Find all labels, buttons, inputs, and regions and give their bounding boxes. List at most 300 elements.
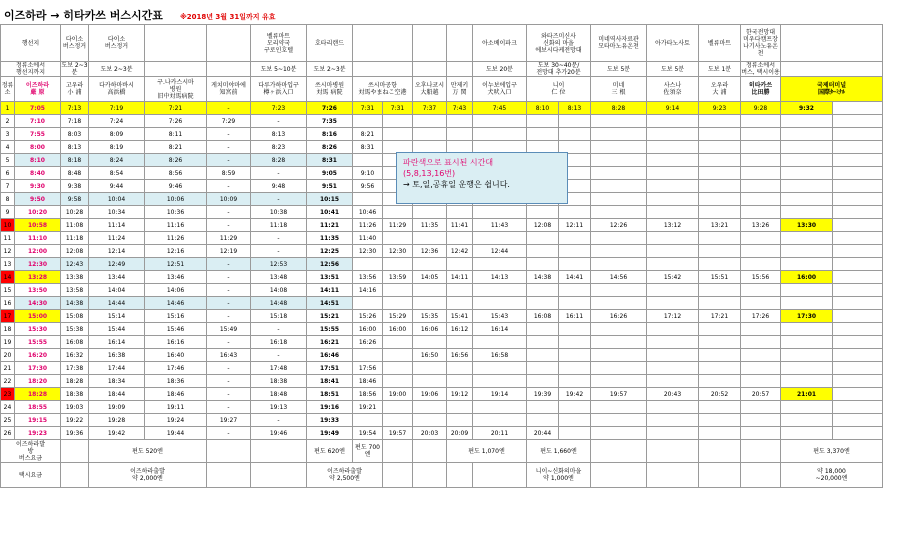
empty-cell bbox=[207, 440, 251, 463]
time-cell: 18:20 bbox=[15, 375, 61, 388]
time-cell bbox=[781, 427, 833, 440]
time-cell: 10:58 bbox=[15, 219, 61, 232]
time-cell: 9:10 bbox=[353, 167, 383, 180]
empty-cell bbox=[741, 440, 781, 463]
time-cell: 17:46 bbox=[145, 362, 207, 375]
time-cell: 10:41 bbox=[307, 206, 353, 219]
time-cell bbox=[527, 206, 559, 219]
time-cell: 13:56 bbox=[353, 271, 383, 284]
time-cell: 7:05 bbox=[15, 102, 61, 115]
time-cell bbox=[559, 115, 591, 128]
time-cell: 11:40 bbox=[353, 232, 383, 245]
row-number: 5 bbox=[1, 154, 15, 167]
table-row bbox=[1, 271, 883, 284]
walk-time-15: 정류소에서 버스, 택시이용 bbox=[741, 62, 780, 76]
time-cell: 7:43 bbox=[447, 102, 473, 115]
time-cell: 11:18 bbox=[251, 219, 307, 232]
time-cell: 17:44 bbox=[89, 362, 145, 375]
time-cell: 7:26 bbox=[145, 115, 207, 128]
table-row bbox=[1, 128, 883, 141]
time-cell: 7:35 bbox=[307, 115, 353, 128]
time-cell bbox=[647, 232, 699, 245]
time-cell bbox=[699, 258, 741, 271]
stop-name-2: 다카하마바시 高浜橋 bbox=[89, 77, 145, 102]
time-cell: 19:28 bbox=[89, 414, 145, 427]
time-cell bbox=[591, 180, 647, 193]
time-cell: 10:09 bbox=[207, 193, 251, 206]
time-cell: 8:00 bbox=[15, 141, 61, 154]
time-cell bbox=[591, 414, 647, 427]
time-cell: 19:44 bbox=[145, 427, 207, 440]
time-cell bbox=[741, 180, 781, 193]
walk-time-3 bbox=[145, 62, 207, 77]
time-cell bbox=[353, 414, 383, 427]
time-cell: 19:54 bbox=[353, 427, 383, 440]
time-cell: 7:29 bbox=[207, 115, 251, 128]
time-cell: 20:03 bbox=[413, 427, 447, 440]
empty-cell bbox=[251, 440, 307, 463]
taxi-value: 이즈하라출발 약 2,000엔 bbox=[89, 463, 207, 488]
spare-cell bbox=[833, 271, 883, 284]
time-cell: 13:38 bbox=[61, 271, 89, 284]
time-cell bbox=[741, 323, 781, 336]
time-cell: 12:30 bbox=[383, 245, 413, 258]
time-cell: 14:05 bbox=[413, 271, 447, 284]
fare-value: 편도 3,370엔 bbox=[781, 440, 883, 463]
time-cell bbox=[647, 349, 699, 362]
spare-cell bbox=[833, 323, 883, 336]
time-cell: 18:44 bbox=[89, 388, 145, 401]
time-cell bbox=[741, 232, 781, 245]
walk-time-9 bbox=[447, 62, 473, 77]
table-row bbox=[1, 336, 883, 349]
spare-cell bbox=[833, 388, 883, 401]
time-cell bbox=[413, 375, 447, 388]
time-cell bbox=[699, 427, 741, 440]
time-cell: 8:10 bbox=[527, 102, 559, 115]
time-cell: 18:55 bbox=[15, 401, 61, 414]
time-cell: 11:35 bbox=[413, 219, 447, 232]
time-cell: 15:51 bbox=[699, 271, 741, 284]
time-cell: - bbox=[207, 375, 251, 388]
time-cell: 9:48 bbox=[251, 180, 307, 193]
row-number: 17 bbox=[1, 310, 15, 323]
time-cell bbox=[383, 401, 413, 414]
time-cell bbox=[741, 349, 781, 362]
time-cell: 19:49 bbox=[307, 427, 353, 440]
station-label: 행선지 bbox=[1, 25, 61, 62]
time-cell: 16:40 bbox=[145, 349, 207, 362]
table-row bbox=[1, 284, 883, 297]
destination-13: 아가타노사토 bbox=[647, 25, 699, 62]
time-cell bbox=[527, 258, 559, 271]
destination-12: 미네역사자료관 모타마노유온천 bbox=[591, 25, 647, 62]
time-cell bbox=[741, 206, 781, 219]
stop-name-11: 니이 仁 位 bbox=[527, 77, 591, 102]
time-cell: 11:18 bbox=[61, 232, 89, 245]
time-cell: 14:41 bbox=[559, 271, 591, 284]
time-cell: 15:35 bbox=[413, 310, 447, 323]
time-cell: 19:03 bbox=[61, 401, 89, 414]
time-cell: 19:46 bbox=[251, 427, 307, 440]
time-cell: - bbox=[207, 219, 251, 232]
time-cell: - bbox=[207, 141, 251, 154]
time-cell: 14:08 bbox=[251, 284, 307, 297]
time-cell: 13:58 bbox=[61, 284, 89, 297]
time-cell: 18:51 bbox=[307, 388, 353, 401]
time-cell bbox=[647, 297, 699, 310]
time-cell: 14:46 bbox=[145, 297, 207, 310]
empty-cell bbox=[251, 463, 307, 488]
time-cell: 18:46 bbox=[145, 388, 207, 401]
stop-name-1: 고우라 小 浦 bbox=[61, 77, 89, 102]
weekday-only-callout bbox=[396, 152, 568, 204]
time-cell: 19:33 bbox=[307, 414, 353, 427]
walk-time-5: 도보 5~10분 bbox=[251, 62, 307, 77]
walk-time-7 bbox=[353, 62, 413, 77]
time-cell: - bbox=[251, 193, 307, 206]
time-cell bbox=[647, 206, 699, 219]
walk-label: 정류소에서 행선지까지 bbox=[1, 62, 61, 77]
time-cell: - bbox=[207, 401, 251, 414]
time-cell: 12:19 bbox=[207, 245, 251, 258]
time-cell: 12:44 bbox=[473, 245, 527, 258]
time-cell: - bbox=[251, 245, 307, 258]
time-cell bbox=[647, 258, 699, 271]
time-cell bbox=[473, 284, 527, 297]
time-cell bbox=[591, 401, 647, 414]
time-cell: 8:18 bbox=[61, 154, 89, 167]
time-cell: 15:16 bbox=[145, 310, 207, 323]
validity-note: ※2018년 3월 31일까지 유효 bbox=[179, 13, 276, 21]
time-cell bbox=[781, 180, 833, 193]
time-cell bbox=[527, 297, 559, 310]
time-cell: 19:14 bbox=[473, 388, 527, 401]
time-cell: 16:00 bbox=[781, 271, 833, 284]
time-cell: 14:38 bbox=[527, 271, 559, 284]
empty-cell bbox=[61, 440, 89, 463]
time-cell: 19:36 bbox=[61, 427, 89, 440]
time-cell: 9:46 bbox=[145, 180, 207, 193]
time-cell: 12:30 bbox=[15, 258, 61, 271]
spare-cell bbox=[833, 297, 883, 310]
time-cell bbox=[383, 258, 413, 271]
time-cell: 13:26 bbox=[741, 219, 781, 232]
time-cell bbox=[413, 414, 447, 427]
time-cell: 7:13 bbox=[61, 102, 89, 115]
row-number: 26 bbox=[1, 427, 15, 440]
spare-cell bbox=[833, 362, 883, 375]
time-cell bbox=[527, 401, 559, 414]
time-cell: 18:48 bbox=[251, 388, 307, 401]
time-cell bbox=[699, 349, 741, 362]
empty-cell bbox=[447, 463, 473, 488]
time-cell: 7:21 bbox=[145, 102, 207, 115]
time-cell bbox=[591, 284, 647, 297]
time-cell: 10:28 bbox=[61, 206, 89, 219]
spare-cell bbox=[833, 206, 883, 219]
page-header bbox=[4, 4, 275, 20]
empty-cell bbox=[61, 463, 89, 488]
walk-time-14: 도보 1분 bbox=[699, 62, 741, 77]
time-cell: 8:28 bbox=[591, 102, 647, 115]
time-cell bbox=[559, 206, 591, 219]
time-cell: 21:01 bbox=[781, 388, 833, 401]
time-cell bbox=[647, 414, 699, 427]
fare-value: 편도 700엔 bbox=[353, 440, 383, 463]
time-cell: 8:26 bbox=[145, 154, 207, 167]
time-cell: 12:43 bbox=[61, 258, 89, 271]
destination-14: 벨류마트 bbox=[699, 25, 741, 62]
time-cell bbox=[741, 141, 781, 154]
time-cell: 16:14 bbox=[89, 336, 145, 349]
empty-cell bbox=[591, 440, 647, 463]
time-cell: 15:38 bbox=[61, 323, 89, 336]
time-cell: 20:09 bbox=[447, 427, 473, 440]
time-cell: 15:14 bbox=[89, 310, 145, 323]
time-cell bbox=[383, 206, 413, 219]
time-cell: 8:26 bbox=[307, 141, 353, 154]
time-cell bbox=[781, 414, 833, 427]
time-cell: - bbox=[207, 180, 251, 193]
time-cell bbox=[559, 401, 591, 414]
taxi-value: 이즈하라출발 약 2,500엔 bbox=[307, 463, 383, 488]
time-cell: 10:36 bbox=[145, 206, 207, 219]
time-cell: 7:37 bbox=[413, 102, 447, 115]
time-cell: 19:21 bbox=[353, 401, 383, 414]
fare-value: 편도 520엔 bbox=[89, 440, 207, 463]
time-cell bbox=[413, 258, 447, 271]
time-cell bbox=[699, 414, 741, 427]
time-cell: - bbox=[207, 284, 251, 297]
time-cell: - bbox=[207, 310, 251, 323]
time-cell bbox=[781, 141, 833, 154]
time-cell: 12:14 bbox=[89, 245, 145, 258]
empty-cell bbox=[207, 463, 251, 488]
spare-cell bbox=[833, 193, 883, 206]
spare-cell bbox=[833, 375, 883, 388]
time-cell: 9:14 bbox=[647, 102, 699, 115]
time-cell: 11:29 bbox=[207, 232, 251, 245]
fare-value: 편도 1,070엔 bbox=[447, 440, 527, 463]
time-cell: 15:49 bbox=[207, 323, 251, 336]
walk-time-4 bbox=[207, 62, 251, 77]
time-cell: 19:09 bbox=[89, 401, 145, 414]
time-cell: 16:58 bbox=[473, 349, 527, 362]
spare-cell bbox=[833, 284, 883, 297]
time-cell: - bbox=[251, 323, 307, 336]
time-cell: - bbox=[207, 206, 251, 219]
time-cell bbox=[741, 297, 781, 310]
time-cell: 12:26 bbox=[591, 219, 647, 232]
time-cell bbox=[473, 401, 527, 414]
time-cell: 8:10 bbox=[15, 154, 61, 167]
time-cell: 8:54 bbox=[89, 167, 145, 180]
time-cell: 12:00 bbox=[15, 245, 61, 258]
table-row bbox=[1, 258, 883, 271]
destination-8 bbox=[413, 25, 447, 62]
time-cell: 16:21 bbox=[307, 336, 353, 349]
time-cell: 15:55 bbox=[15, 336, 61, 349]
time-cell: 18:28 bbox=[61, 375, 89, 388]
time-cell: 12:08 bbox=[61, 245, 89, 258]
time-cell: 16:14 bbox=[473, 323, 527, 336]
time-cell bbox=[647, 427, 699, 440]
time-cell bbox=[699, 141, 741, 154]
time-cell: 12:56 bbox=[307, 258, 353, 271]
time-cell bbox=[473, 115, 527, 128]
time-cell: 14:13 bbox=[473, 271, 527, 284]
time-cell bbox=[699, 245, 741, 258]
time-cell bbox=[383, 375, 413, 388]
time-cell bbox=[741, 375, 781, 388]
time-cell: 13:28 bbox=[15, 271, 61, 284]
time-cell bbox=[781, 154, 833, 167]
time-cell bbox=[741, 362, 781, 375]
time-cell: - bbox=[207, 297, 251, 310]
table-row bbox=[1, 349, 883, 362]
row-number: 3 bbox=[1, 128, 15, 141]
time-cell bbox=[447, 232, 473, 245]
time-cell bbox=[741, 414, 781, 427]
time-cell bbox=[383, 414, 413, 427]
time-cell: 12:42 bbox=[447, 245, 473, 258]
time-cell: 17:38 bbox=[61, 362, 89, 375]
spare-cell bbox=[833, 258, 883, 271]
walk-time-11: 도보 30~40분/ 전망대 추가20분 bbox=[527, 62, 591, 77]
time-cell bbox=[699, 362, 741, 375]
destination-7 bbox=[353, 25, 413, 62]
row-number: 18 bbox=[1, 323, 15, 336]
spare-cell bbox=[833, 154, 883, 167]
stop-name-6: 쓰시마병원 対馬 病院 bbox=[307, 77, 353, 102]
stop-name-5: 다루가하마입구 樽ヶ浜入口 bbox=[251, 77, 307, 102]
time-cell bbox=[699, 401, 741, 414]
time-cell bbox=[447, 375, 473, 388]
time-cell: 13:12 bbox=[647, 219, 699, 232]
destination-6: 호타리랜드 bbox=[307, 25, 353, 62]
walk-time-8 bbox=[413, 62, 447, 77]
walk-time-16 bbox=[781, 62, 883, 77]
time-cell: 10:15 bbox=[307, 193, 353, 206]
time-cell bbox=[647, 362, 699, 375]
table-row bbox=[1, 323, 883, 336]
time-cell: 16:56 bbox=[447, 349, 473, 362]
stop-name-8: 오후나코시 大船越 bbox=[413, 77, 447, 102]
time-cell: 8:09 bbox=[89, 128, 145, 141]
time-cell bbox=[473, 336, 527, 349]
time-cell bbox=[781, 401, 833, 414]
time-cell bbox=[699, 375, 741, 388]
time-cell: 15:46 bbox=[145, 323, 207, 336]
time-cell bbox=[413, 401, 447, 414]
time-cell: 9:38 bbox=[61, 180, 89, 193]
time-cell: 7:18 bbox=[61, 115, 89, 128]
destination-16 bbox=[781, 25, 883, 62]
time-cell: 18:41 bbox=[307, 375, 353, 388]
time-cell: - bbox=[207, 271, 251, 284]
spare-cell bbox=[833, 141, 883, 154]
time-cell: 15:43 bbox=[473, 310, 527, 323]
stop-name-15: 히타카쓰 比田勝 bbox=[741, 77, 781, 102]
time-cell: 16:43 bbox=[207, 349, 251, 362]
time-cell: - bbox=[251, 349, 307, 362]
time-cell bbox=[527, 284, 559, 297]
empty-cell bbox=[383, 463, 413, 488]
spare-cell bbox=[833, 128, 883, 141]
spare-cell bbox=[833, 245, 883, 258]
time-cell: 16:11 bbox=[559, 310, 591, 323]
time-cell: 8:11 bbox=[145, 128, 207, 141]
time-cell bbox=[527, 375, 559, 388]
empty-cell bbox=[741, 463, 781, 488]
spare-cell bbox=[833, 219, 883, 232]
time-cell: 9:58 bbox=[61, 193, 89, 206]
row-number: 2 bbox=[1, 115, 15, 128]
time-cell: 19:16 bbox=[307, 401, 353, 414]
time-cell bbox=[741, 115, 781, 128]
time-cell: 18:36 bbox=[145, 375, 207, 388]
time-cell bbox=[527, 245, 559, 258]
time-cell bbox=[383, 232, 413, 245]
time-cell bbox=[473, 375, 527, 388]
callout-line-3: → 토,일,공휴일 운행은 쉽니다. bbox=[403, 180, 510, 189]
time-cell: 11:24 bbox=[89, 232, 145, 245]
time-cell: 9:50 bbox=[15, 193, 61, 206]
time-cell bbox=[781, 232, 833, 245]
time-cell: 14:48 bbox=[251, 297, 307, 310]
time-cell bbox=[591, 206, 647, 219]
time-cell bbox=[647, 284, 699, 297]
fare-value: 편도 1,660엔 bbox=[527, 440, 591, 463]
time-cell: 19:24 bbox=[145, 414, 207, 427]
time-cell: 8:03 bbox=[61, 128, 89, 141]
time-cell: 14:44 bbox=[89, 297, 145, 310]
time-cell: 8:48 bbox=[61, 167, 89, 180]
spare-cell bbox=[833, 336, 883, 349]
time-cell bbox=[591, 245, 647, 258]
time-cell: 8:28 bbox=[251, 154, 307, 167]
time-cell bbox=[647, 154, 699, 167]
time-cell: 13:44 bbox=[89, 271, 145, 284]
time-cell bbox=[647, 193, 699, 206]
time-cell: 11:43 bbox=[473, 219, 527, 232]
time-cell: 12:49 bbox=[89, 258, 145, 271]
time-cell bbox=[699, 284, 741, 297]
time-cell: 19:42 bbox=[559, 388, 591, 401]
time-cell: 19:23 bbox=[15, 427, 61, 440]
time-cell: 19:57 bbox=[383, 427, 413, 440]
row-number: 24 bbox=[1, 401, 15, 414]
time-cell: 17:30 bbox=[781, 310, 833, 323]
time-cell: 13:51 bbox=[307, 271, 353, 284]
empty-cell bbox=[591, 463, 647, 488]
table-row bbox=[1, 427, 883, 440]
time-cell: 19:22 bbox=[61, 414, 89, 427]
table-row bbox=[1, 245, 883, 258]
time-cell bbox=[353, 154, 383, 167]
time-cell bbox=[699, 232, 741, 245]
time-cell: 16:00 bbox=[353, 323, 383, 336]
time-cell bbox=[559, 336, 591, 349]
time-cell: 9:32 bbox=[781, 102, 833, 115]
time-cell: 14:16 bbox=[353, 284, 383, 297]
time-cell bbox=[781, 115, 833, 128]
time-cell: 11:16 bbox=[145, 219, 207, 232]
time-cell: 16:12 bbox=[447, 323, 473, 336]
time-cell: 11:21 bbox=[307, 219, 353, 232]
time-cell: - bbox=[207, 388, 251, 401]
